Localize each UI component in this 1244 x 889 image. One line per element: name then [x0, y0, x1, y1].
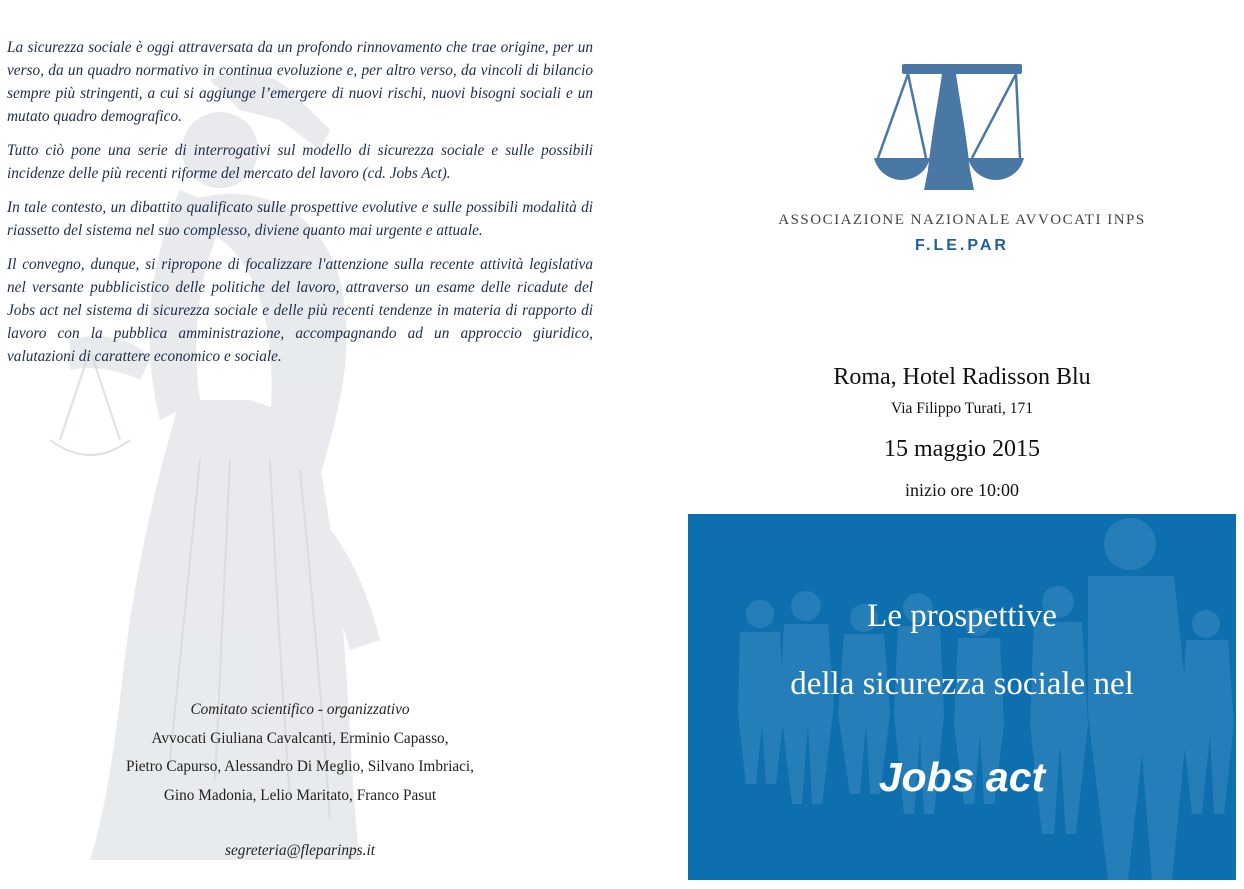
intro-paragraph-3: In tale contesto, un dibattito qualificato sulle prospettive evolutive e sulle possibili modalità di riassetto del sistema nel suo complesso, diviene quanto mai urgente e attuale. — [7, 199, 593, 239]
intro-text — [7, 36, 593, 379]
committee-line-3: Gino Madonia, Lelio Maritato, Franco Pasut — [163, 786, 437, 804]
event-time: inizio ore 10:00 — [905, 480, 1019, 500]
intro-paragraph-2: Tutto ciò pone una serie di interrogativi sul modello di sicurezza sociale e sulle possibili incidenze delle più recenti riforme del mercato del lavoro (cd. Jobs Act). — [7, 142, 593, 182]
title-line-1: Le prospettive — [867, 598, 1057, 634]
title-line-2: della sicurezza sociale nel — [790, 666, 1134, 702]
scales-of-justice-icon — [868, 62, 1030, 190]
intro-paragraph-4: Il convegno, dunque, si ripropone di focalizzare l'attenzione sulla recente attività legislativa nel versante pubblicistico delle politiche del lavoro, attraverso un esame delle ricadute del Jobs act nel sistema di sicurezza sociale e delle più recenti tendenze in materia di rapporto di lavoro con la pubblica amministrazione, accompagnando ad un approccio giuridico, valutazioni di carattere economico e sociale. — [7, 256, 593, 365]
committee-line-2: Pietro Capurso, Alessandro Di Meglio, Silvano Imbriaci, — [126, 758, 474, 775]
intro-paragraph-1: La sicurezza sociale è oggi attraversata da un profondo rinnovamento che trae origine, per un verso, da un quadro normativo in continua evoluzione e, per altro verso, da vincoli di bilancio sempre più stringenti, a cui si aggiunge l’emergere di nuovi rischi, nuovi bisogni sociali e un mutato quadro demografico. — [7, 39, 593, 125]
committee-line-1: Avvocati Giuliana Cavalcanti, Erminio Capasso, — [151, 729, 449, 747]
event-address: Via Filippo Turati, 171 — [890, 400, 1034, 417]
event-date: 15 maggio 2015 — [884, 436, 1040, 462]
association-acronym: F.LE.PAR — [915, 237, 1009, 254]
title-banner — [688, 514, 1236, 880]
left-panel — [0, 0, 620, 889]
association-name: ASSOCIAZIONE NAZIONALE AVVOCATI INPS — [778, 212, 1146, 228]
committee-section — [40, 696, 560, 810]
contact-email[interactable]: segreteria@fleparinps.it — [225, 842, 375, 859]
event-venue: Roma, Hotel Radisson Blu — [833, 364, 1091, 390]
title-line-3: Jobs act — [878, 754, 1046, 800]
committee-title: Comitato scientifico - organizzativo — [190, 701, 410, 718]
